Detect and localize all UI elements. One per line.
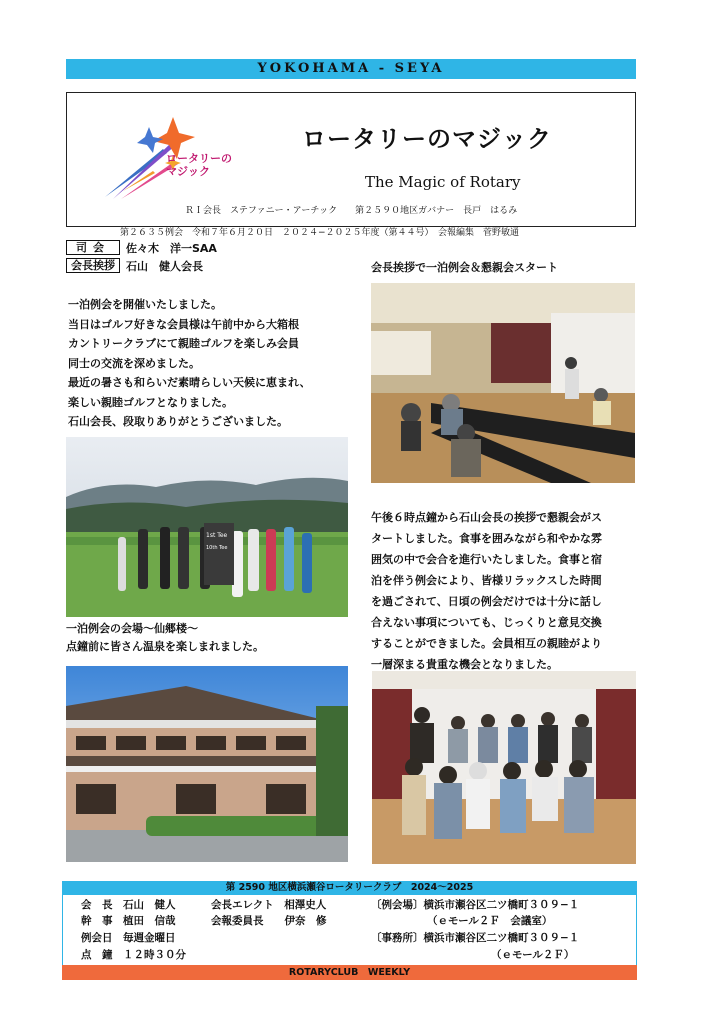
officers-line: ＲＩ会長 ステファニー・アーチック 第２５９０地区ガバナー 長戸 はるみ (185, 206, 518, 216)
body-line: 同士の交流を深めました。 (68, 356, 200, 370)
body-line: 一泊例会を開催いたしました。 (68, 298, 222, 311)
role-value: 石山 健人会長 (126, 259, 203, 273)
role-label: 司会 (66, 240, 120, 255)
role-value: 佐々木 洋一SAA (126, 241, 217, 255)
footer-bell: 点 鐘 １２時３０分 (81, 949, 186, 961)
venue-building-photo (66, 666, 348, 862)
role-row-mc (66, 240, 217, 255)
body-line: を過ごされて、日頃の例会だけでは十分に話し (371, 595, 602, 608)
body-line: 囲気の中で会合を進行いたしました。食事と宿 (371, 553, 602, 566)
role-row-greeting (66, 258, 203, 273)
footer-meeting-day: 例会日 毎週金曜日 (81, 932, 176, 944)
body-line: カントリークラブにて親睦ゴルフを楽しみ会員 (68, 337, 299, 350)
body-line: 楽しい親睦ゴルフとなりました。 (68, 395, 233, 409)
banquet-hall-photo (371, 283, 635, 483)
body-line: 午後６時点鐘から石山会長の挨拶で懇親会がス (371, 511, 602, 524)
banquet-caption: 会長挨拶で一泊例会＆懇親会スタート (371, 261, 558, 274)
footer-weekly-bar: ROTARYCLUB WEEKLY (62, 965, 637, 980)
golf-sign-text: 10th Tee (206, 545, 228, 551)
role-label: 会長挨拶 (66, 258, 120, 273)
yukata-group-photo (372, 671, 636, 864)
golf-group-photo (66, 437, 348, 617)
logo-text-line: マジック (166, 165, 210, 178)
body-line: することができました。会員相互の親睦がより (371, 637, 602, 650)
right-article-body (371, 507, 637, 675)
body-line: 一層深まる貴重な機会となりました。 (371, 658, 558, 671)
body-line: 当日はゴルフ好きな会員様は午前中から大箱根 (68, 317, 299, 331)
caption-line: 点鐘前に皆さん温泉を楽しまれました。 (66, 640, 264, 653)
footer-office-detail: （ｅモール２Ｆ） (491, 949, 575, 961)
venue-caption (66, 620, 264, 656)
body-line: 石山会長、段取りありがとうございました。 (68, 415, 288, 428)
footer-editor: 会報委員長 伊奈 修 (211, 915, 327, 927)
logo-text-line: ロータリーの (166, 152, 232, 165)
top-banner: YOKOHAMA - SEYA (66, 59, 636, 79)
footer-president: 会 長 石山 健人 (81, 899, 176, 911)
body-line: 合えない事項についても、じっくりと意見交換 (371, 616, 602, 629)
caption-line: 一泊例会の会場〜仙郷楼〜 (66, 622, 198, 635)
logo-text (166, 152, 232, 178)
golf-sign-text: 1st Tee (206, 532, 228, 539)
page-title: ロータリーのマジック (302, 125, 552, 153)
footer-office: 〔事務所〕横浜市瀬谷区二ツ橋町３０９−１ (371, 932, 580, 944)
body-line: 最近の暑さも和らいだ素晴らしい天候に恵まれ、 (68, 376, 311, 389)
footer-info (62, 895, 637, 965)
footer-president-elect: 会長エレクト 相澤史人 (211, 899, 327, 911)
footer-secretary: 幹 事 植田 信哉 (81, 915, 176, 927)
footer-club-bar: 第 2590 地区横浜瀬谷ロータリークラブ 2024〜2025 (62, 881, 637, 895)
body-line: タートしました。食事を囲みながら和やかな雰 (371, 532, 602, 545)
body-line: 泊を伴う例会により、皆様リラックスした時間 (371, 574, 602, 587)
masthead (66, 92, 636, 227)
issue-line: 第２６３５例会 令和７年６月２０日 ２０２４−２０２５年度（第４４号） 会報編集 菅野敏通 (120, 228, 520, 238)
footer-venue-detail: （ｅモール２Ｆ 会議室） (427, 915, 553, 927)
page-subtitle: The Magic of Rotary (365, 173, 521, 191)
footer-venue: 〔例会場〕横浜市瀬谷区二ツ橋町３０９−１ (371, 899, 580, 911)
left-article-body (68, 295, 358, 432)
